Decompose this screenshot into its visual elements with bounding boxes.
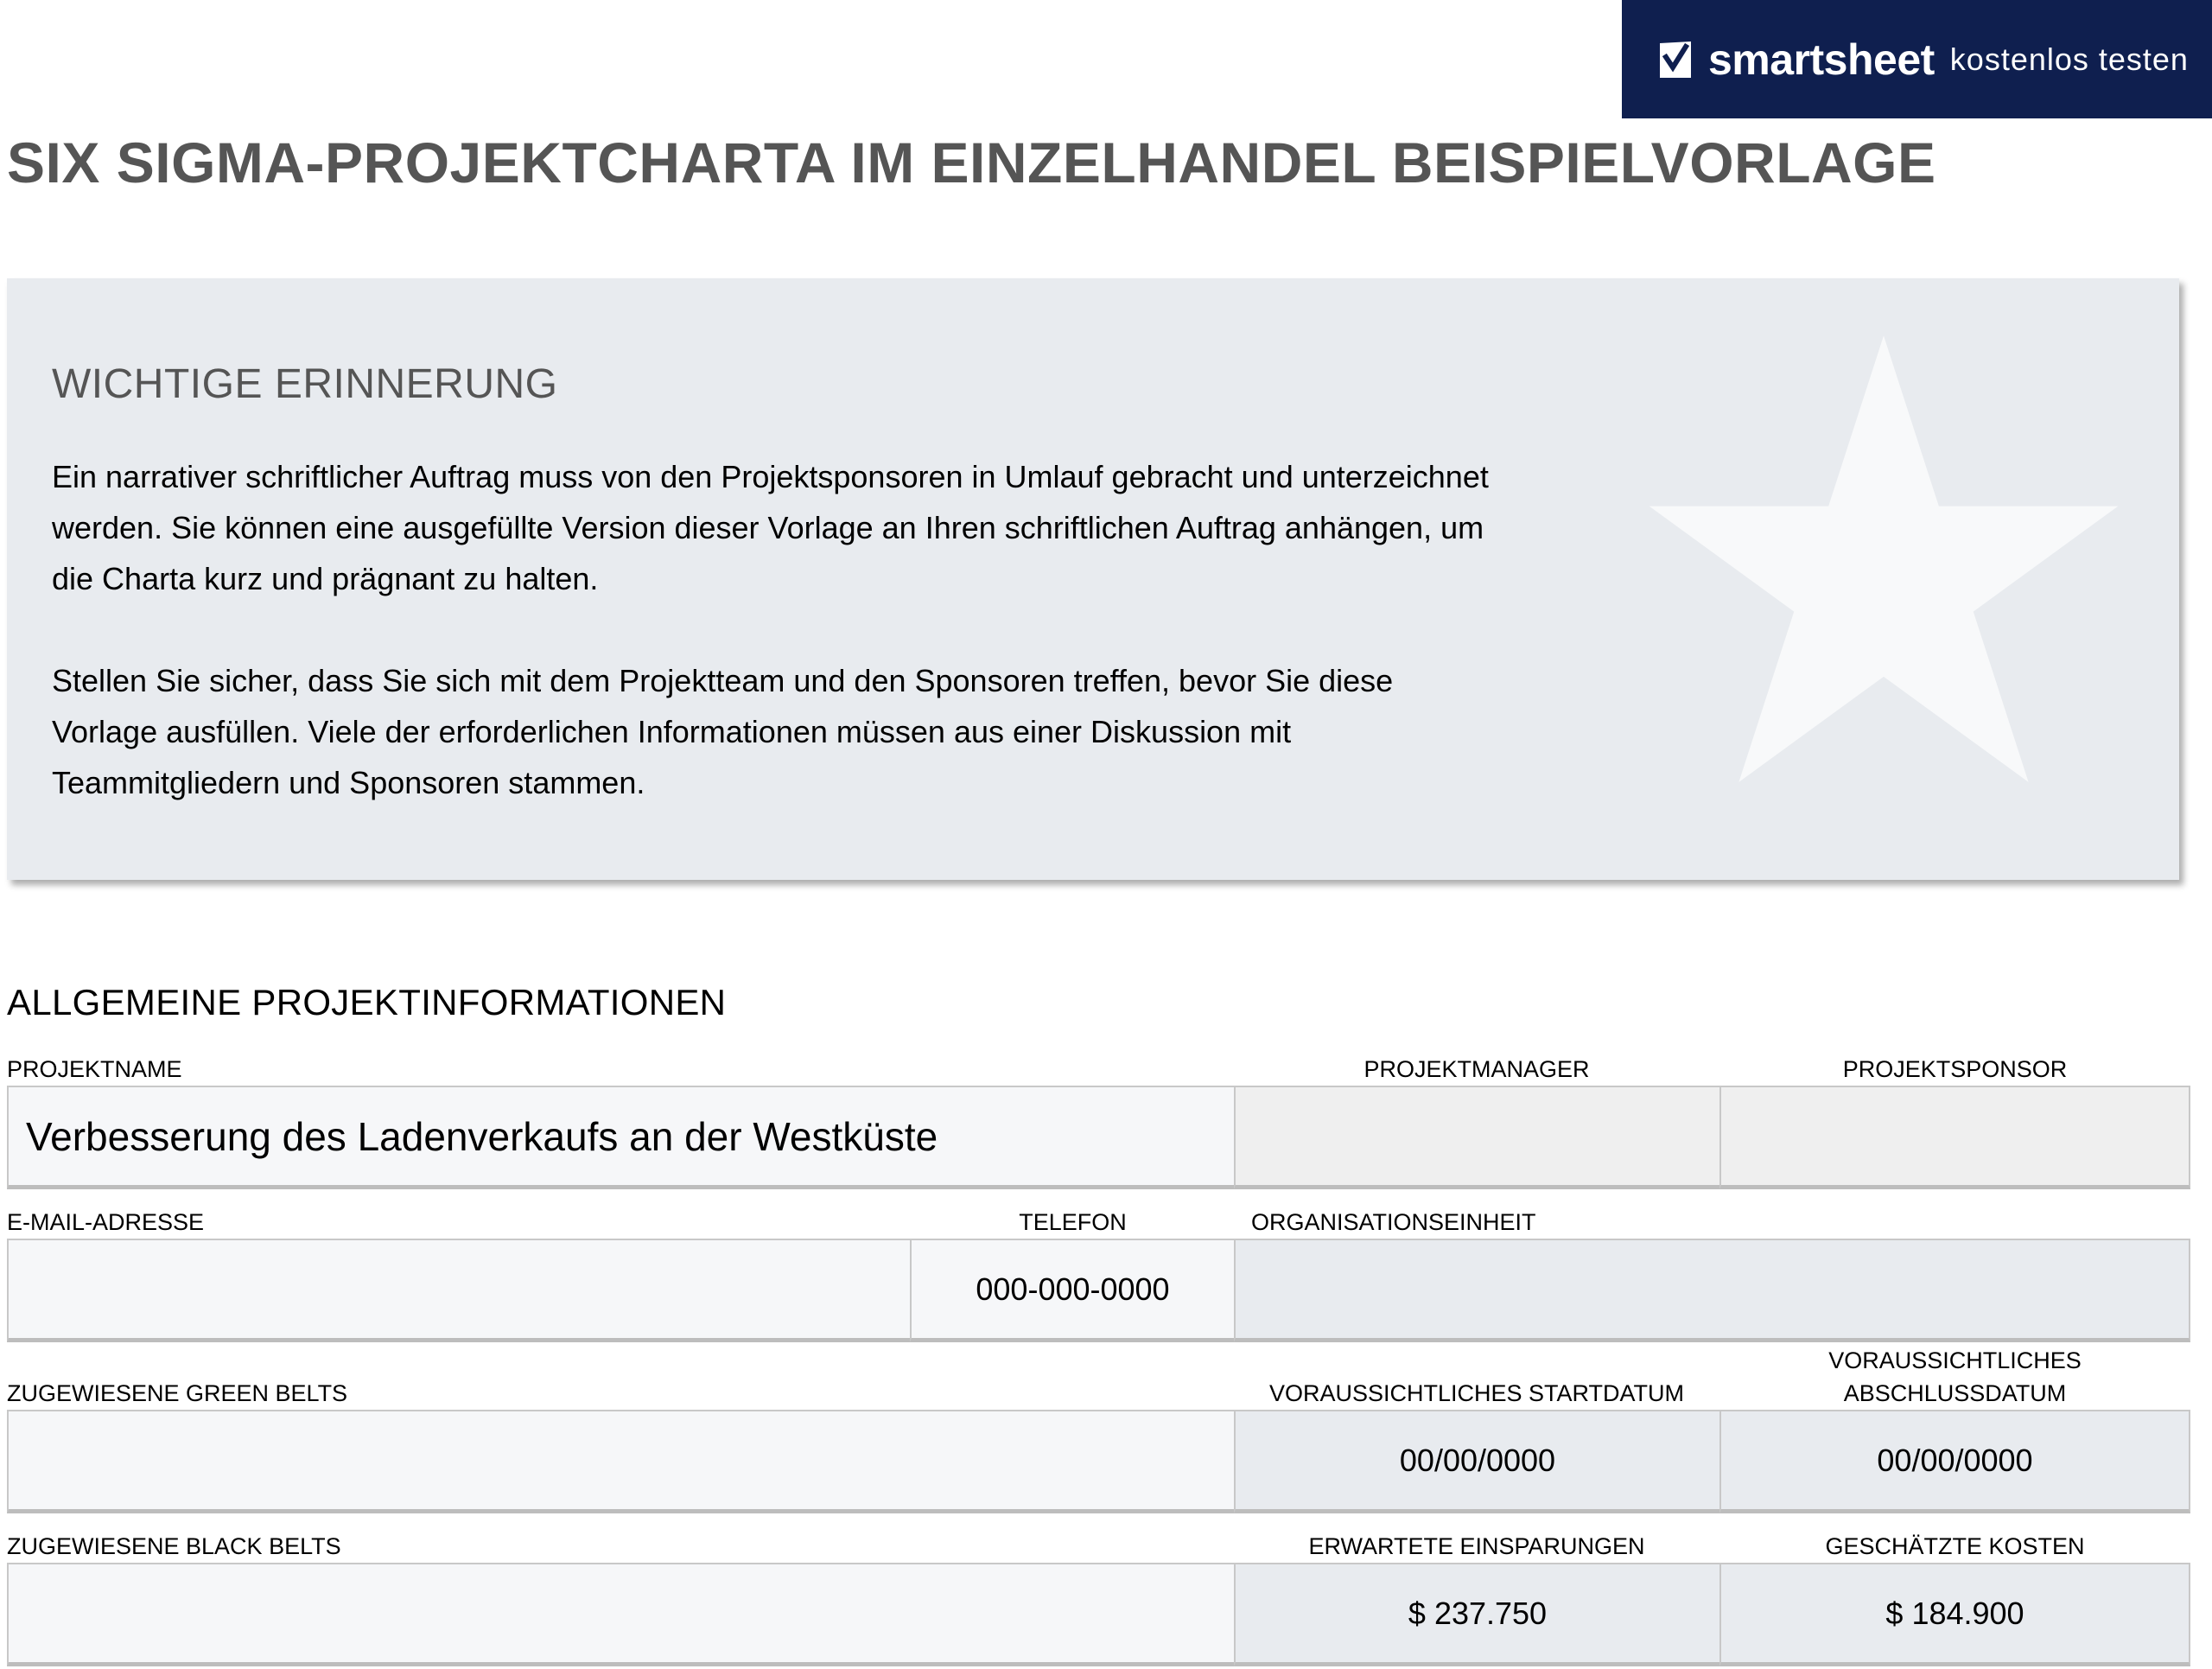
project-name-field[interactable] [7, 1086, 1236, 1189]
phone-value: 000-000-0000 [976, 1271, 1170, 1307]
green-belts-field[interactable] [7, 1410, 1236, 1513]
reminder-paragraph-2: Stellen Sie sicher, dass Sie sich mit dem Projektteam und den Sponsoren treffen, bevor Sie diese Vorlage ausfüllen. Viele der erforderlichen Informationen müssen aus einer Diskussion mit Teammitgliedern und Sponsoren stammen. [52, 663, 1394, 800]
estimated-costs-label: GESCHÄTZTE KOSTEN [1825, 1533, 2085, 1559]
smartsheet-trial-banner[interactable] [1622, 0, 2212, 118]
green-belts-label: ZUGEWIESENE GREEN BELTS [7, 1380, 348, 1406]
black-belts-field[interactable] [7, 1563, 1236, 1666]
email-label: E-MAIL-ADRESSE [7, 1209, 205, 1235]
phone-label: TELEFON [1019, 1209, 1127, 1235]
star-icon [1637, 326, 2130, 819]
project-manager-field[interactable] [1234, 1086, 1721, 1189]
project-sponsor-field[interactable] [1719, 1086, 2190, 1189]
estimated-costs-value: $ 184.900 [1885, 1595, 2024, 1631]
start-date-value: 00/00/0000 [1399, 1442, 1556, 1478]
reminder-text [52, 451, 1503, 859]
end-date-field[interactable] [1719, 1410, 2190, 1513]
expected-savings-label: ERWARTETE EINSPARUNGEN [1308, 1533, 1645, 1559]
smartsheet-check-icon [1658, 40, 1693, 80]
smartsheet-brand: smartsheet [1708, 35, 1935, 84]
org-unit-label: ORGANISATIONSEINHEIT [1251, 1209, 1536, 1235]
free-trial-link[interactable]: kostenlos testen [1949, 41, 2189, 77]
estimated-costs-field[interactable] [1719, 1563, 2190, 1666]
reminder-paragraph-1: Ein narrativer schriftlicher Auftrag muss von den Projektsponsoren in Umlauf gebracht und unterzeichnet werden. Sie können eine ausgefüllte Version dieser Vorlage an Ihren schriftlichen Auftrag anhängen, um die Charta kurz und prägnant zu halten. [52, 459, 1489, 596]
project-name-value: Verbesserung des Ladenverkaufs an der Westküste [26, 1113, 938, 1159]
section-heading: ALLGEMEINE PROJEKTINFORMATIONEN [7, 982, 727, 1022]
start-date-label: VORAUSSICHTLICHES STARTDATUM [1268, 1380, 1685, 1406]
expected-savings-field[interactable] [1234, 1563, 1721, 1666]
project-sponsor-label: PROJEKTSPONSOR [1842, 1056, 2068, 1082]
end-date-label-line2: ABSCHLUSSDATUM [1843, 1380, 2067, 1406]
expected-savings-value: $ 237.750 [1408, 1595, 1548, 1631]
phone-field[interactable] [910, 1239, 1236, 1342]
project-manager-label: PROJEKTMANAGER [1363, 1056, 1590, 1082]
end-date-value: 00/00/0000 [1877, 1442, 2033, 1478]
reminder-panel [7, 278, 2179, 880]
page-title: SIX SIGMA-PROJEKTCHARTA IM EINZELHANDEL BEISPIELVORLAGE [7, 131, 1936, 194]
reminder-heading: WICHTIGE ERINNERUNG [52, 361, 558, 407]
org-unit-field[interactable] [1234, 1239, 2190, 1342]
email-field[interactable] [7, 1239, 912, 1342]
black-belts-label: ZUGEWIESENE BLACK BELTS [7, 1533, 341, 1559]
start-date-field[interactable] [1234, 1410, 1721, 1513]
project-name-label: PROJEKTNAME [7, 1056, 182, 1082]
end-date-label-line1: VORAUSSICHTLICHES [1828, 1347, 2082, 1373]
